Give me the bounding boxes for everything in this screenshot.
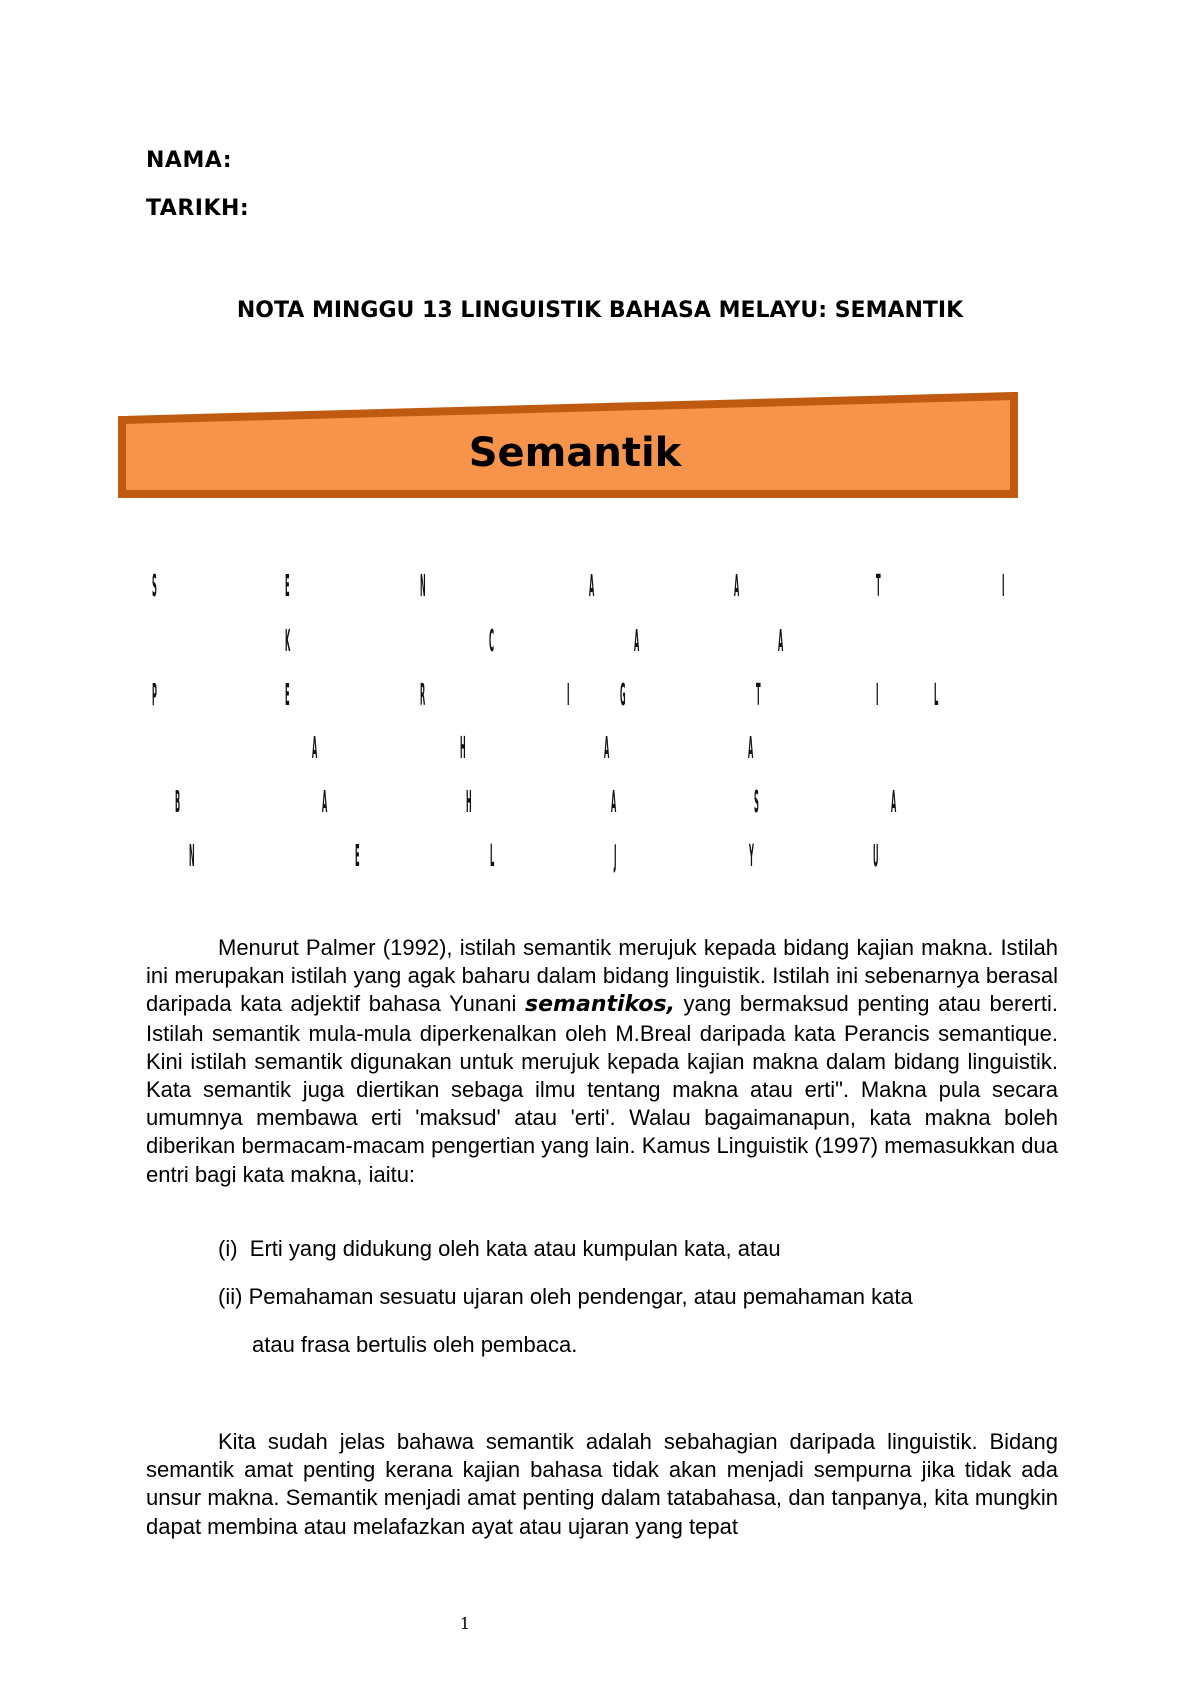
glyph: H [460,731,466,766]
glyph: B [175,785,181,820]
glyph: A [322,785,328,820]
paragraph-1-italic-term: semantikos, [525,992,675,1018]
glyph: N [420,569,426,604]
glyph: Y [749,839,754,874]
glyph: G [620,678,626,713]
glyph: A [611,785,617,820]
list-marker: (ii) [218,1284,243,1309]
list-marker: (i) [218,1236,238,1261]
glyph: E [285,569,290,604]
glyph: A [604,731,610,766]
glyph: A [891,785,897,820]
paragraph-1 [146,934,1058,1189]
paragraph-1-text-a: Menurut Palmer (1992), istilah semantik merujuk kepada bidang kajian makna. Istilah ini merupakan istilah yang agak baharu dalam bidang linguistik. Istilah ini sebenarnya berasal daripada kata adjektif bahasa Yunani [146,935,1058,1017]
nama-label: NAMA: [146,148,233,173]
glyph: A [778,624,784,659]
glyph: N [189,839,195,874]
glyph: P [152,678,157,713]
glyph: I [876,678,879,713]
glyph: T [876,569,881,604]
glyph: T [756,678,761,713]
glyph: K [285,624,291,659]
glyph: I [1002,569,1005,604]
paragraph-2-text: Kita sudah jelas bahawa semantik adalah sebahagian daripada linguistik. Bidang semantik amat penting kerana kajian bahasa tidak akan menjadi sempurna jika tidak ada unsur makna. Semantik menjadi amat penting dalam tatabahasa, dan tanpanya, kita mungkin dapat membina atau melafazkan ayat atau ujaran yang tepat [146,1429,1058,1539]
glyph: L [490,839,495,874]
tarikh-label: TARIKH: [146,196,250,221]
list-text: Pemahaman sesuatu ujaran oleh pendengar, atau pemahaman kata [248,1284,913,1309]
glyph: H [466,785,472,820]
paragraph-1-text-b: yang bermaksud penting atau bererti. Istilah semantik mula-mula diperkenalkan oleh M.Breal daripada kata Perancis semantique. Kini istilah semantik digunakan untuk merujuk kepada kajian makna dalam bidang linguistik. Kata semantik juga diertikan sebaga ilmu tentang makna atau erti". Makna pula secara umumnya membawa erti 'maksud' atau 'erti'. Walau bagaimanapun, kata makna boleh diberikan bermacam-macam pengertian yang lain. Kamus Linguistik (1997) memasukkan dua entri bagi kata makna, iaitu: [146,991,1058,1187]
glyph: S [152,569,157,604]
glyph: L [934,678,939,713]
list-item-2-continuation: atau frasa bertulis oleh pembaca. [252,1332,578,1357]
glyph: A [312,731,318,766]
glyph: A [634,624,640,659]
glyph: J [614,839,617,874]
list-item-1 [218,1236,781,1262]
glyph: R [420,678,426,713]
glyph: A [734,569,740,604]
glyph: I [567,678,570,713]
glyph: A [589,569,595,604]
list-item-2 [218,1284,913,1310]
glyph: E [355,839,360,874]
glyph: E [285,678,290,713]
list-text: Erti yang didukung oleh kata atau kumpulan kata, atau [249,1236,781,1261]
glyph: C [489,624,494,659]
glyph: S [754,785,759,820]
glyph: A [748,731,754,766]
page-number: 1 [459,1614,471,1633]
banner-title: Semantik [468,430,682,476]
glyph: U [873,839,879,874]
paragraph-2 [146,1428,1058,1541]
page-title: NOTA MINGGU 13 LINGUISTIK BAHASA MELAYU: SEMANTIK [236,298,964,323]
